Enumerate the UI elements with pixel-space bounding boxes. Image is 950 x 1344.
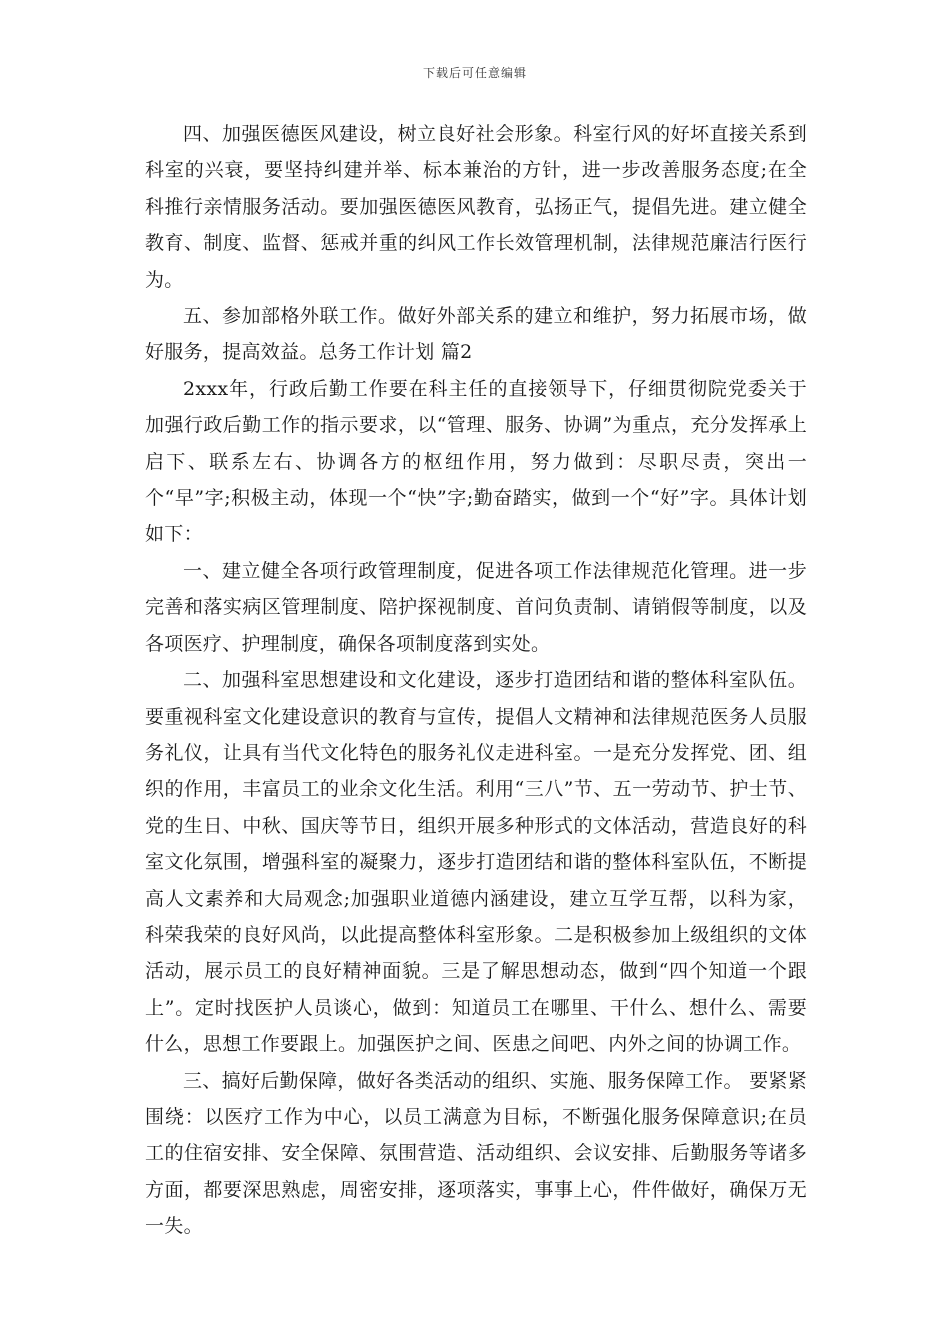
document-body <box>145 116 807 1245</box>
paragraph-item-3: 三、搞好后勤保障，做好各类活动的组织、实施、服务保障工作。 要紧紧围绕：以医疗工作为中心，以员工满意为目标，不断强化服务保障意识;在员工的住宿安排、安全保障、氛围营造、活动组织、会议安排、后勤服务等诸多方面，都要深思熟虑，周密安排，逐项落实，事事上心，件件做好，确保万无一失。 <box>145 1069 807 1238</box>
paragraph-item-2: 二、加强科室思想建设和文化建设，逐步打造团结和谐的整体科室队伍。要重视科室文化建设意识的教育与宣传，提倡人文精神和法律规范医务人员服务礼仪，让具有当代文化特色的服务礼仪走进科室。一是充分发挥党、团、组织的作用，丰富员工的业余文化生活。利用“三八”节、五一劳动节、护士节、党的生日、中秋、国庆等节日，组织开展多种形式的文体活动，营造良好的科室文化氛围，增强科室的凝聚力，逐步打造团结和谐的整体科室队伍，不断提高人文素养和大局观念;加强职业道德内涵建设，建立互学互帮，以科为家，科荣我荣的良好风尚，以此提高整体科室形象。二是积极参加上级组织的文体活动，展示员工的良好精神面貌。三是了解思想动态，做到“四个知道一个跟上”。定时找医护人员谈心，做到：知道员工在哪里、干什么、想什么、需要什么，思想工作要跟上。加强医护之间、医患之间吧、内外之间的协调工作。 <box>145 669 807 1056</box>
paragraph-section-4: 四、加强医德医风建设，树立良好社会形象。科室行风的好坏直接关系到科室的兴衰，要坚持纠建并举、标本兼治的方针，进一步改善服务态度;在全科推行亲情服务活动。要加强医德医风教育，弘扬正气，提倡先进。建立健全教育、制度、监督、惩戒并重的纠风工作长效管理机制，法律规范廉洁行医行为。 <box>145 123 807 291</box>
paragraph-intro-plan-2: 2xxx年，行政后勤工作要在科主任的直接领导下，仔细贯彻院党委关于加强行政后勤工作的指示要求，以“管理、服务、协调”为重点，充分发挥承上启下、联系左右、协调各方的枢纽作用，努力做到：尽职尽责，突出一个“早”字;积极主动，体现一个“快”字;勤奋踏实，做到一个“好”字。具体计划如下： <box>145 377 807 546</box>
paragraph-item-1: 一、建立健全各项行政管理制度，促进各项工作法律规范化管理。进一步完善和落实病区管理制度、陪护探视制度、首问负责制、请销假等制度，以及各项医疗、护理制度，确保各项制度落到实处。 <box>145 559 807 655</box>
paragraph-section-5: 五、参加部格外联工作。做好外部关系的建立和维护，努力拓展市场，做好服务，提高效益。总务工作计划 篇2 <box>145 305 807 364</box>
page-header: 下载后可任意编辑 <box>422 66 527 80</box>
